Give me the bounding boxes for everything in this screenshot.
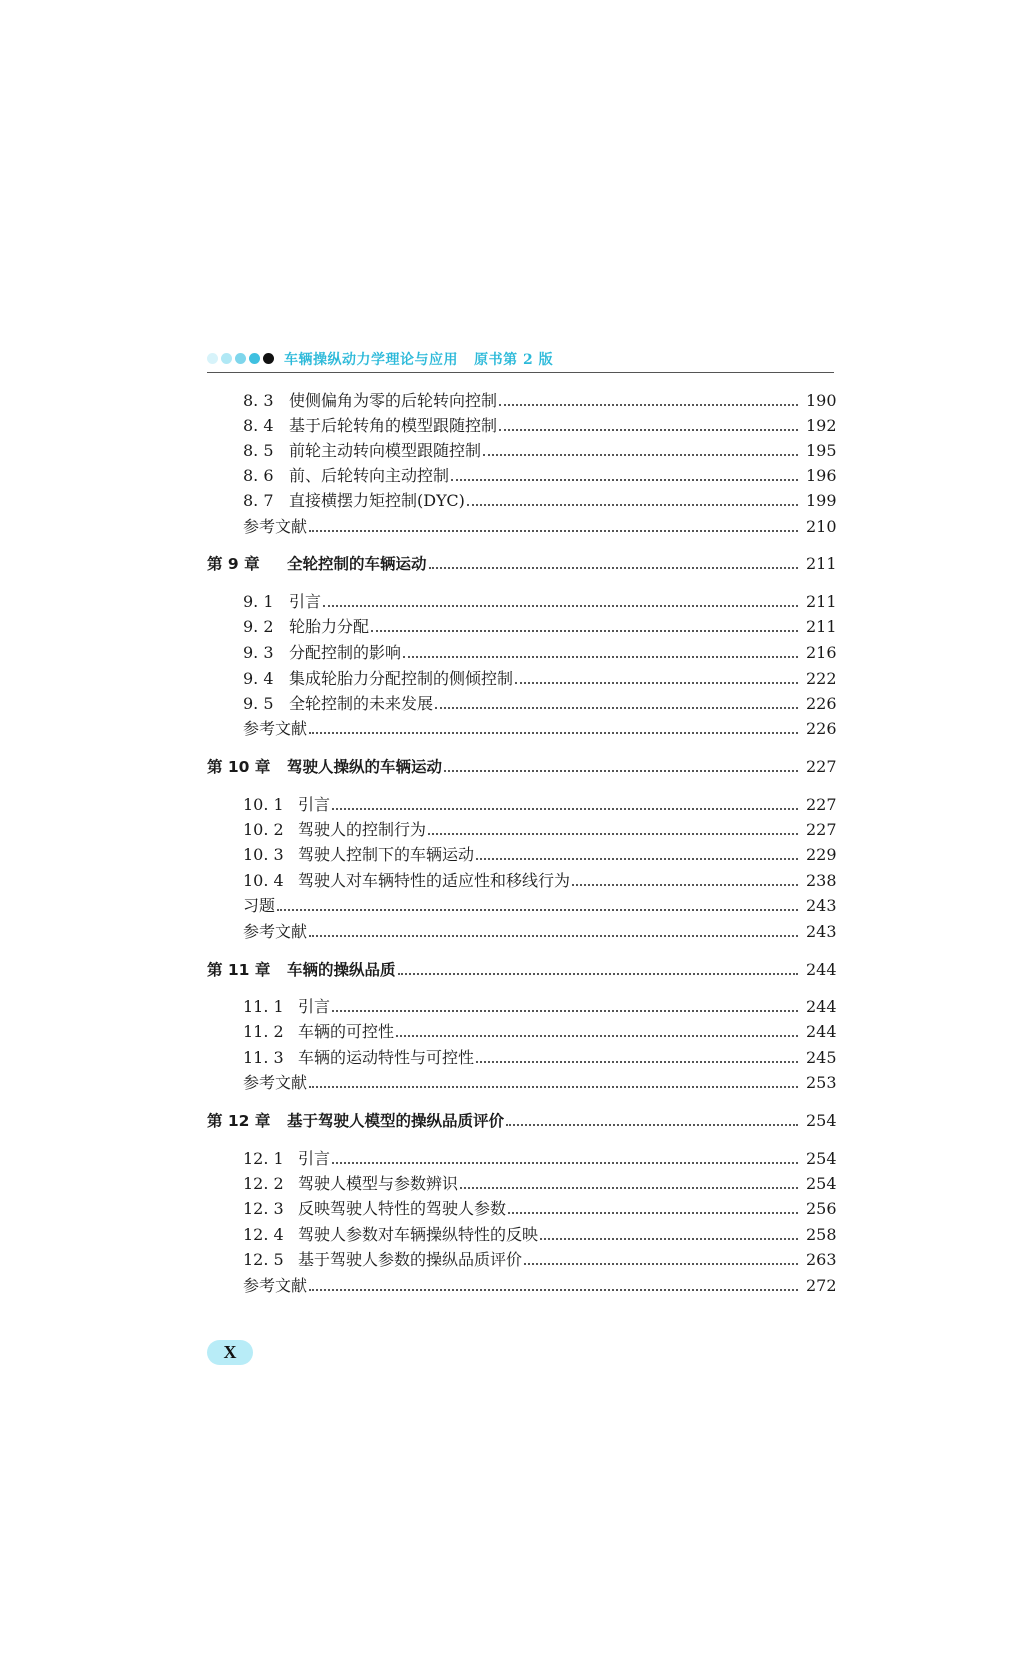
toc-entry-number: 9. 4 <box>243 669 274 688</box>
dot-leader <box>508 1212 798 1214</box>
toc-section-row[interactable] <box>207 1198 837 1220</box>
toc-entry-number: 8. 6 <box>243 466 274 485</box>
toc-entry-number: 第 12 章 <box>207 1112 271 1130</box>
toc-section-row[interactable] <box>207 1148 837 1170</box>
toc-page-number: 256 <box>806 1199 837 1218</box>
toc-page-number: 245 <box>806 1048 837 1067</box>
toc-page-number: 229 <box>806 845 837 864</box>
dot-leader <box>403 656 798 658</box>
toc-reference-row[interactable] <box>207 718 837 740</box>
toc-entry-number: 11. 1 <box>243 997 284 1016</box>
toc-section-row[interactable] <box>207 870 837 892</box>
toc-reference-row[interactable] <box>207 895 837 917</box>
dot-leader <box>540 1238 798 1240</box>
dot-leader <box>309 935 798 937</box>
toc-entry-number: 11. 3 <box>243 1048 284 1067</box>
toc-entry-number: 8. 7 <box>243 491 274 510</box>
dot-leader <box>476 858 798 860</box>
toc-section-row[interactable] <box>207 1249 837 1271</box>
toc-entry-number: 8. 4 <box>243 416 274 435</box>
toc-page-number: 254 <box>806 1149 837 1168</box>
dot-leader <box>332 1162 798 1164</box>
toc-entry-title: 反映驾驶人特性的驾驶人参数 <box>298 1199 507 1218</box>
toc-entry-title: 参考文献 <box>243 517 308 536</box>
toc-entry-title: 驾驶人参数对车辆操纵特性的反映 <box>298 1225 539 1244</box>
toc-page-number: 222 <box>806 669 837 688</box>
toc-entry-number: 9. 1 <box>243 592 274 611</box>
toc-page-number: 226 <box>806 694 837 713</box>
toc-page-number: 195 <box>806 441 837 460</box>
dot-leader <box>332 808 798 810</box>
toc-chapter-row[interactable] <box>207 553 837 575</box>
toc-entry-number: 8. 3 <box>243 391 274 410</box>
dot-icon <box>235 353 246 364</box>
toc-entry-number: 12. 3 <box>243 1199 284 1218</box>
dot-leader <box>572 884 798 886</box>
toc-section-row[interactable] <box>207 819 837 841</box>
dot-leader <box>460 1187 798 1189</box>
toc-page-number: 258 <box>806 1225 837 1244</box>
dot-leader <box>467 504 798 506</box>
toc-section-row[interactable] <box>207 844 837 866</box>
toc-entry-number: 10. 1 <box>243 795 284 814</box>
toc-page-number: 226 <box>806 719 837 738</box>
toc-entry-number: 第 11 章 <box>207 961 271 979</box>
toc-entry-title: 引言 <box>298 795 331 814</box>
dot-leader <box>515 682 798 684</box>
toc-entry-title: 基于驾驶人参数的操纵品质评价 <box>298 1250 523 1269</box>
toc-reference-row[interactable] <box>207 1072 837 1094</box>
toc-section-row[interactable] <box>207 440 837 462</box>
toc-entry-number: 8. 5 <box>243 441 274 460</box>
toc-page-number: 244 <box>806 997 837 1016</box>
toc-entry-title: 引言 <box>298 997 331 1016</box>
dot-leader <box>396 1035 798 1037</box>
dot-leader <box>444 770 798 772</box>
toc-chapter-row[interactable] <box>207 756 837 778</box>
toc-entry-number: 9. 2 <box>243 617 274 636</box>
toc-page-number: 263 <box>806 1250 837 1269</box>
dot-leader <box>309 1086 798 1088</box>
toc-entry-title: 全轮控制的车辆运动 <box>287 555 427 573</box>
toc-chapter-row[interactable] <box>207 1110 837 1132</box>
toc-section-row[interactable] <box>207 1047 837 1069</box>
dot-leader <box>476 1061 798 1063</box>
toc-entry-number: 10. 4 <box>243 871 284 890</box>
toc-section-row[interactable] <box>207 642 837 664</box>
dot-icon <box>249 353 260 364</box>
toc-page-number: 227 <box>806 820 837 839</box>
toc-page-number: 244 <box>806 1022 837 1041</box>
toc-page-number: 243 <box>806 922 837 941</box>
toc-page-number: 210 <box>806 517 837 536</box>
toc-entry-number: 11. 2 <box>243 1022 284 1041</box>
toc-entry-title: 使侧偏角为零的后轮转向控制 <box>289 391 498 410</box>
toc-section-row[interactable] <box>207 415 837 437</box>
toc-section-row[interactable] <box>207 465 837 487</box>
toc-entry-title: 集成轮胎力分配控制的侧倾控制 <box>289 669 514 688</box>
toc-entry-title: 驾驶人控制下的车辆运动 <box>298 845 475 864</box>
toc-section-row[interactable] <box>207 490 837 512</box>
toc-section-row[interactable] <box>207 390 837 412</box>
toc-reference-row[interactable] <box>207 516 837 538</box>
toc-section-row[interactable] <box>207 591 837 613</box>
toc-entry-number: 第 9 章 <box>207 555 260 573</box>
toc-entry-title: 引言 <box>298 1149 331 1168</box>
toc-page-number: 244 <box>806 960 837 979</box>
toc-entry-number: 第 10 章 <box>207 758 271 776</box>
toc-entry-title: 车辆的可控性 <box>298 1022 395 1041</box>
dot-leader <box>371 630 798 632</box>
toc-entry-title: 参考文献 <box>243 1073 308 1092</box>
toc-entry-title: 参考文献 <box>243 719 308 738</box>
toc-reference-row[interactable] <box>207 921 837 943</box>
toc-page-number: 190 <box>806 391 837 410</box>
toc-entry-title: 基于后轮转角的模型跟随控制 <box>289 416 498 435</box>
dot-leader <box>499 429 798 431</box>
toc-page-number: 216 <box>806 643 837 662</box>
dot-leader <box>323 605 798 607</box>
decorative-dots <box>207 353 274 365</box>
toc-section-row[interactable] <box>207 996 837 1018</box>
toc-entry-title: 车辆的操纵品质 <box>287 961 396 979</box>
dot-icon <box>221 353 232 364</box>
toc-reference-row[interactable] <box>207 1275 837 1297</box>
dot-leader <box>451 479 798 481</box>
toc-page-number: 211 <box>806 554 837 573</box>
toc-entry-title: 驾驶人的控制行为 <box>298 820 427 839</box>
toc-entry-number: 9. 5 <box>243 694 274 713</box>
toc-entry-number: 12. 2 <box>243 1174 284 1193</box>
dot-leader <box>309 530 798 532</box>
toc-entry-number: 10. 3 <box>243 845 284 864</box>
toc-entry-title: 驾驶人模型与参数辨识 <box>298 1174 459 1193</box>
toc-page-number: 192 <box>806 416 837 435</box>
toc-section-row[interactable] <box>207 616 837 638</box>
toc-page-number: 254 <box>806 1111 837 1130</box>
toc-entry-title: 车辆的运动特性与可控性 <box>298 1048 475 1067</box>
book-title: 车辆操纵动力学理论与应用 原书第 2 版 <box>284 352 554 368</box>
dot-leader <box>277 909 798 911</box>
toc-page-number: 227 <box>806 795 837 814</box>
dot-leader <box>483 454 798 456</box>
toc-entry-title: 前、后轮转向主动控制 <box>289 466 450 485</box>
toc-entry-title: 驾驶人操纵的车辆运动 <box>287 758 443 776</box>
dot-leader <box>499 404 798 406</box>
dot-leader <box>332 1010 798 1012</box>
toc-entry-title: 全轮控制的未来发展 <box>289 694 434 713</box>
toc-page-number: 211 <box>806 617 837 636</box>
toc-entry-title: 直接横摆力矩控制(DYC) <box>289 491 465 510</box>
toc-section-row[interactable] <box>207 1224 837 1246</box>
running-header <box>207 348 834 373</box>
toc-page-number: 243 <box>806 896 837 915</box>
toc-entry-title: 习题 <box>243 896 276 915</box>
toc-section-row[interactable] <box>207 1173 837 1195</box>
toc-entry-number: 9. 3 <box>243 643 274 662</box>
toc-entry-title: 轮胎力分配 <box>289 617 370 636</box>
toc-entry-title: 参考文献 <box>243 922 308 941</box>
toc-section-row[interactable] <box>207 668 837 690</box>
toc-page-number: 272 <box>806 1276 837 1295</box>
toc-entry-title: 分配控制的影响 <box>289 643 402 662</box>
toc-entry-number: 12. 1 <box>243 1149 284 1168</box>
toc-page-number: 196 <box>806 466 837 485</box>
toc-section-row[interactable] <box>207 1021 837 1043</box>
toc-page-number: 254 <box>806 1174 837 1193</box>
dot-icon <box>263 353 274 364</box>
toc-entry-number: 10. 2 <box>243 820 284 839</box>
dot-leader <box>435 707 798 709</box>
dot-leader <box>309 732 798 734</box>
toc-section-row[interactable] <box>207 794 837 816</box>
toc-entry-number: 12. 5 <box>243 1250 284 1269</box>
toc-section-row[interactable] <box>207 693 837 715</box>
toc-page-number: 199 <box>806 491 837 510</box>
dot-icon <box>207 353 218 364</box>
toc-chapter-row[interactable] <box>207 959 837 981</box>
toc-entry-title: 驾驶人对车辆特性的适应性和移线行为 <box>298 871 571 890</box>
dot-leader <box>524 1263 798 1265</box>
dot-leader <box>309 1289 798 1291</box>
dot-leader <box>398 973 798 975</box>
toc-page-number: 238 <box>806 871 837 890</box>
toc-page-number: 227 <box>806 757 837 776</box>
page-number-badge: X <box>207 1340 253 1365</box>
toc-entry-title: 参考文献 <box>243 1276 308 1295</box>
dot-leader <box>506 1124 798 1126</box>
toc-page-number: 253 <box>806 1073 837 1092</box>
toc-entry-title: 基于驾驶人模型的操纵品质评价 <box>287 1112 505 1130</box>
dot-leader <box>428 833 798 835</box>
toc-entry-title: 前轮主动转向模型跟随控制 <box>289 441 482 460</box>
toc-entry-title: 引言 <box>289 592 322 611</box>
toc-entry-number: 12. 4 <box>243 1225 284 1244</box>
dot-leader <box>429 567 798 569</box>
toc-page-number: 211 <box>806 592 837 611</box>
